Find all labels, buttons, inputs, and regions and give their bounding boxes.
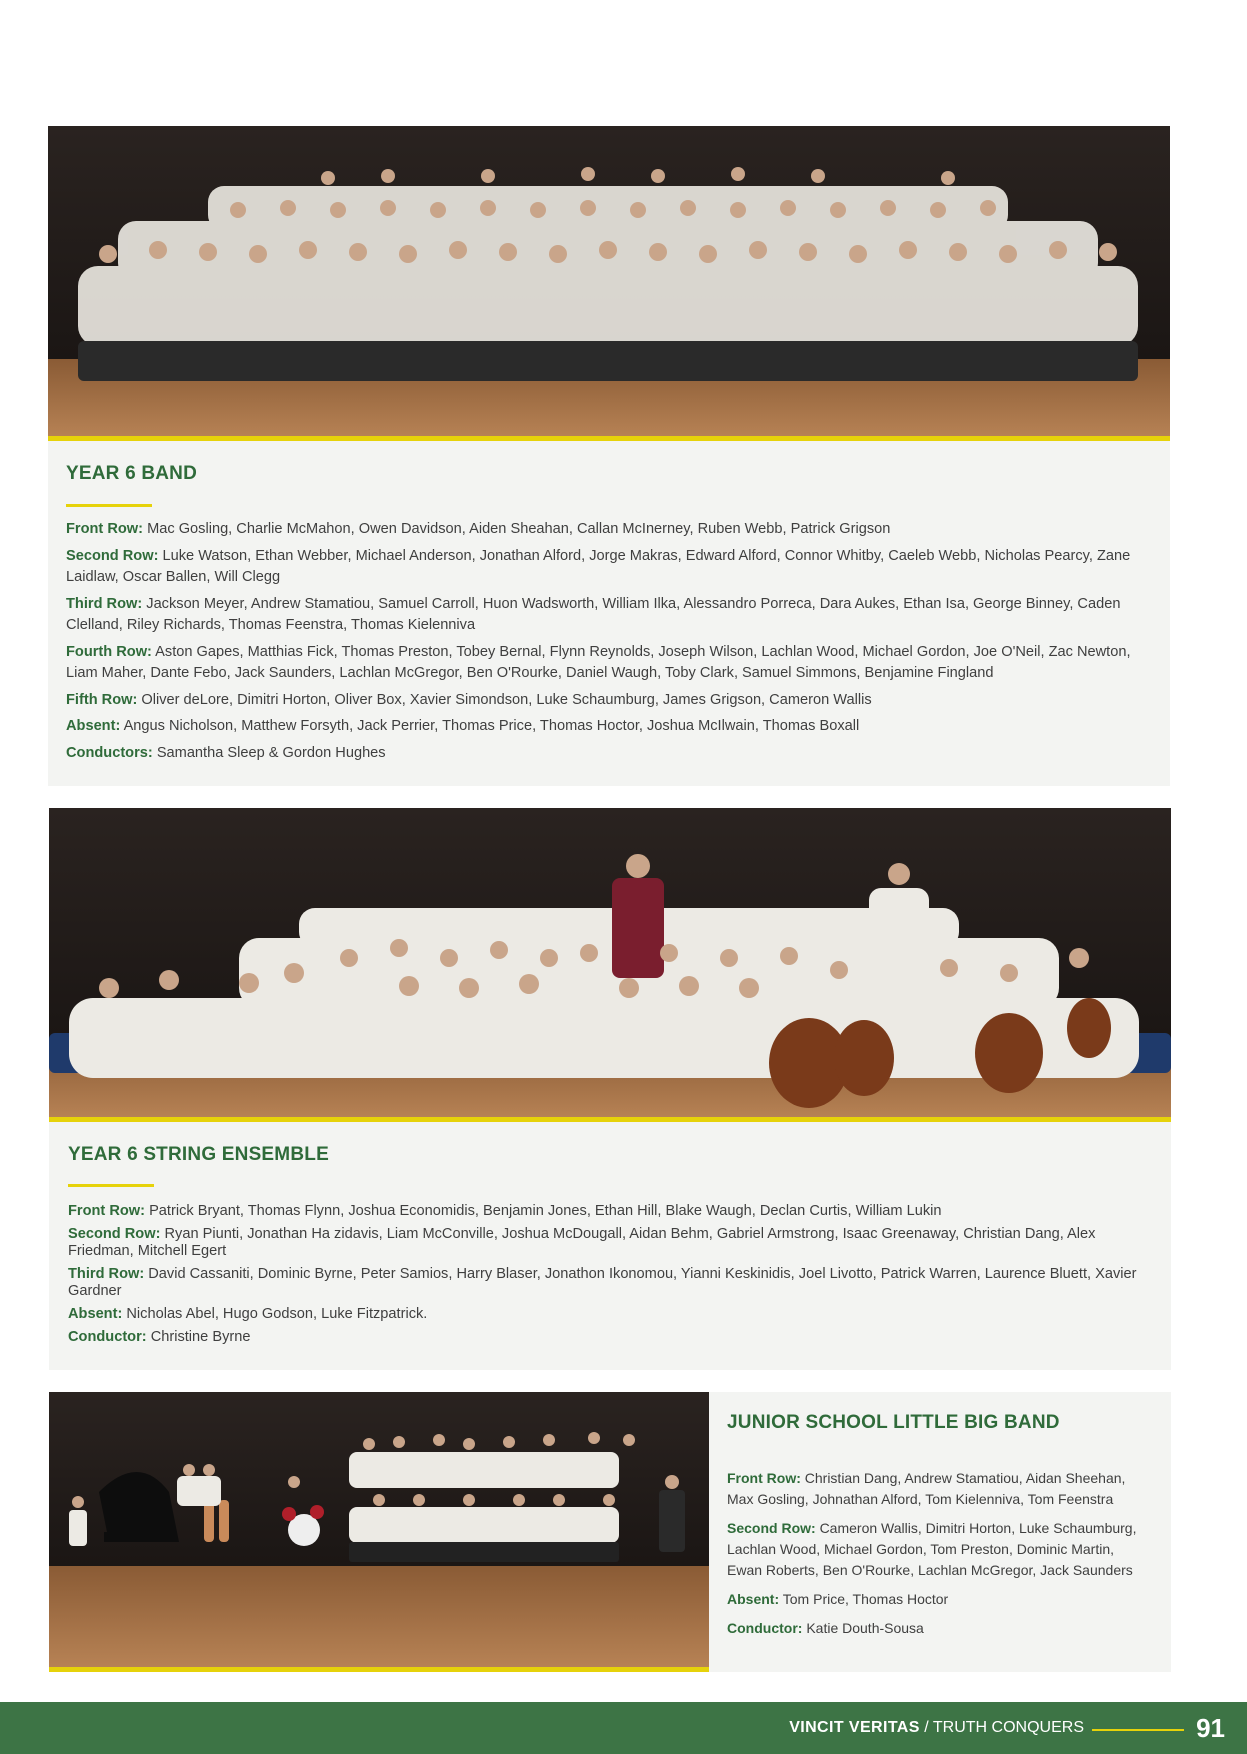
- strings-title-rule: [68, 1184, 154, 1187]
- band-row-fifth: Fifth Row: Oliver deLore, Dimitri Horton, Oliver Box, Xavier Simondson, Luke Schaumburg, James Grigson, Cameron Wallis: [66, 691, 872, 708]
- band-title: YEAR 6 BAND: [66, 463, 197, 484]
- band-roster: [66, 519, 1146, 769]
- bigband-row-front: Front Row: Christian Dang, Andrew Stamatiou, Aidan Sheehan, Max Gosling, Johnathan Alford, Tom Kielenniva, Tom Feenstra: [727, 1470, 1126, 1507]
- band-photo: [48, 126, 1170, 441]
- strings-row-third: Third Row: David Cassaniti, Dominic Byrne, Peter Samios, Harry Blaser, Jonathon Ikonomou, Yianni Keskinidis, Joel Livotto, Patrick Warren, Laurence Bluett, Xavier Gardner: [68, 1266, 1137, 1299]
- band-title-rule: [66, 504, 152, 507]
- page-number: 91: [1196, 1713, 1225, 1743]
- band-row-second: Second Row: Luke Watson, Ethan Webber, Michael Anderson, Jonathan Alford, Jorge Makras, Edward Alford, Connor Whitby, Caeleb Webb, Nicholas Pearcy, Zane Laidlaw, Oscar Ballen, Will Clegg: [66, 547, 1131, 585]
- band-row-front: Front Row: Mac Gosling, Charlie McMahon, Owen Davidson, Aiden Sheahan, Callan McInerney, Ruben Webb, Patrick Grigson: [66, 521, 891, 537]
- strings-roster: [68, 1203, 1148, 1352]
- bigband-roster: [727, 1468, 1147, 1647]
- strings-photo: [49, 808, 1171, 1122]
- group-photo-icon: [49, 808, 1171, 1122]
- bigband-row-second: Second Row: Cameron Wallis, Dimitri Horton, Luke Schaumburg, Lachlan Wood, Michael Gordon, Tom Preston, Dominic Martin, Ewan Roberts, Ben O'Rourke, Lachlan McGregor, Jack Saunders: [727, 1520, 1137, 1578]
- footer-rule: [1092, 1729, 1184, 1731]
- band-row-fourth: Fourth Row: Aston Gapes, Matthias Fick, Thomas Preston, Tobey Bernal, Flynn Reynolds, Joseph Wilson, Lachlan Wood, Michael Gordon, Joe O'Neil, Zac Newton, Liam Maher, Dante Febo, Jack Saunders, Lachlan McGregor, Ben O'Rourke, Daniel Waugh, Toby Clark, Samuel Simmons, Benjamine Fingland: [66, 643, 1131, 681]
- bigband-title: JUNIOR SCHOOL LITTLE BIG BAND: [727, 1412, 1060, 1433]
- bigband-photo: [49, 1392, 709, 1672]
- band-row-absent: Absent: Angus Nicholson, Matthew Forsyth, Jack Perrier, Thomas Price, Thomas Hoctor, Joshua McIlwain, Thomas Boxall: [66, 718, 860, 734]
- band-row-third: Third Row: Jackson Meyer, Andrew Stamatiou, Samuel Carroll, Huon Wadsworth, William Ilka, Alessandro Porreca, Dara Aukes, Ethan Isa, George Binney, Caden Clelland, Riley Richards, Thomas Feenstra, Thomas Kielenniva: [66, 595, 1121, 633]
- group-photo-icon: [48, 126, 1170, 441]
- strings-row-front: Front Row: Patrick Bryant, Thomas Flynn, Joshua Economidis, Benjamin Jones, Ethan Hill, Blake Waugh, Declan Curtis, William Lukin: [68, 1203, 942, 1219]
- bigband-row-conductor: Conductor: Katie Douth-Sousa: [727, 1620, 924, 1636]
- page-footer: [0, 1702, 1247, 1754]
- strings-row-second: Second Row: Ryan Piunti, Jonathan Ha zidavis, Liam McConville, Joshua McDougall, Aidan Behm, Gabriel Armstrong, Isaac Greenaway, Christian Dang, Alex Friedman, Mitchell Egert: [68, 1226, 1096, 1259]
- group-photo-icon: [49, 1392, 709, 1672]
- strings-row-absent: Absent: Nicholas Abel, Hugo Godson, Luke Fitzpatrick.: [68, 1306, 428, 1322]
- strings-row-conductor: Conductor: Christine Byrne: [68, 1329, 251, 1345]
- bigband-row-absent: Absent: Tom Price, Thomas Hoctor: [727, 1591, 949, 1607]
- strings-title: YEAR 6 STRING ENSEMBLE: [68, 1144, 329, 1165]
- footer-motto: VINCIT VERITAS / TRUTH CONQUERS: [789, 1719, 1084, 1736]
- band-row-conductors: Conductors: Samantha Sleep & Gordon Hughes: [66, 744, 386, 761]
